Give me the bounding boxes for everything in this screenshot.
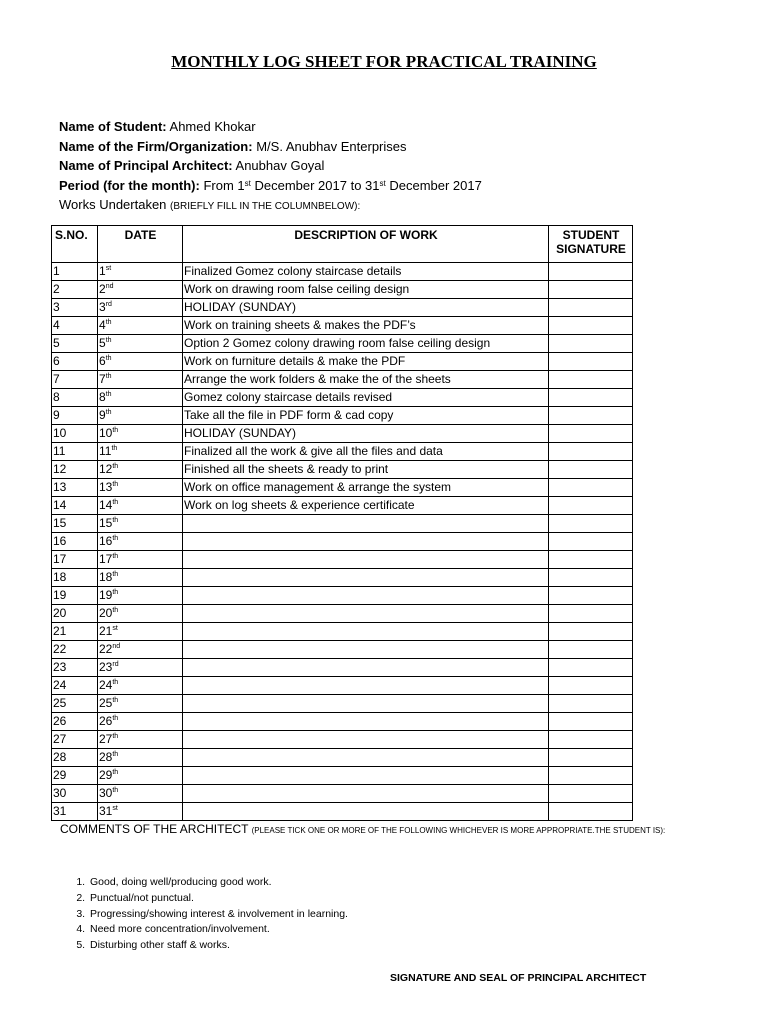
cell-signature[interactable] [549, 263, 633, 281]
cell-sno: 8 [52, 389, 98, 407]
date-day: 29 [99, 768, 113, 782]
cell-date [98, 497, 183, 515]
date-day: 1 [99, 264, 106, 278]
cell-description[interactable]: HOLIDAY (SUNDAY) [183, 299, 549, 317]
table-row [52, 281, 633, 299]
cell-date [98, 695, 183, 713]
cell-sno: 14 [52, 497, 98, 515]
cell-signature[interactable] [549, 587, 633, 605]
cell-sno: 15 [52, 515, 98, 533]
cell-description[interactable] [183, 641, 549, 659]
period-end: December 2017 [385, 177, 482, 193]
date-day: 7 [99, 372, 106, 386]
table-row [52, 767, 633, 785]
table-row [52, 407, 633, 425]
date-day: 31 [99, 804, 113, 818]
page-title: MONTHLY LOG SHEET FOR PRACTICAL TRAINING [171, 52, 597, 71]
cell-date [98, 443, 183, 461]
cell-date [98, 407, 183, 425]
cell-sno: 1 [52, 263, 98, 281]
date-suffix: th [112, 715, 119, 722]
cell-description[interactable] [183, 803, 549, 821]
date-suffix: th [112, 769, 119, 776]
log-table [51, 225, 633, 821]
table-row [52, 515, 633, 533]
cell-sno: 11 [52, 443, 98, 461]
table-row [52, 335, 633, 353]
cell-sno: 6 [52, 353, 98, 371]
table-row [52, 263, 633, 281]
cell-date [98, 425, 183, 443]
cell-signature[interactable] [549, 713, 633, 731]
table-row [52, 533, 633, 551]
student-name-row [59, 117, 482, 137]
date-suffix: rd [112, 661, 119, 668]
student-info [59, 117, 482, 217]
cell-date [98, 605, 183, 623]
date-suffix: th [112, 733, 119, 740]
cell-signature[interactable] [549, 659, 633, 677]
date-day: 21 [99, 624, 113, 638]
architect-label: Name of Principal Architect: [59, 158, 233, 173]
cell-description[interactable] [183, 767, 549, 785]
date-suffix: th [111, 445, 118, 452]
cell-sno: 4 [52, 317, 98, 335]
cell-signature[interactable] [549, 785, 633, 803]
cell-description[interactable] [183, 515, 549, 533]
date-day: 27 [99, 732, 113, 746]
cell-date [98, 371, 183, 389]
cell-date [98, 515, 183, 533]
cell-signature[interactable] [549, 533, 633, 551]
cell-signature[interactable] [549, 749, 633, 767]
cell-signature[interactable] [549, 371, 633, 389]
cell-description[interactable]: Finished all the sheets & ready to print [183, 461, 549, 479]
date-day: 17 [99, 552, 113, 566]
cell-description[interactable]: Work on office management & arrange the system [183, 479, 549, 497]
cell-description[interactable] [183, 623, 549, 641]
cell-description[interactable]: HOLIDAY (SUNDAY) [183, 425, 549, 443]
cell-signature[interactable] [549, 425, 633, 443]
date-suffix: th [112, 553, 119, 560]
cell-date [98, 353, 183, 371]
date-day: 4 [99, 318, 106, 332]
student-name-label: Name of Student: [59, 119, 167, 134]
header-date: DATE [98, 226, 183, 263]
header-sno: S.NO. [52, 226, 98, 263]
cell-sno: 7 [52, 371, 98, 389]
date-suffix: st [112, 625, 118, 632]
cell-sno: 23 [52, 659, 98, 677]
date-suffix: th [112, 427, 119, 434]
period-from-suffix: st [244, 178, 251, 188]
table-row [52, 803, 633, 821]
cell-signature[interactable] [549, 695, 633, 713]
date-suffix: th [112, 607, 119, 614]
cell-signature[interactable] [549, 569, 633, 587]
date-suffix: th [112, 517, 119, 524]
table-row [52, 497, 633, 515]
cell-date [98, 767, 183, 785]
date-day: 14 [99, 498, 113, 512]
cell-signature[interactable] [549, 605, 633, 623]
cell-sno: 2 [52, 281, 98, 299]
cell-signature[interactable] [549, 443, 633, 461]
cell-date [98, 749, 183, 767]
cell-date [98, 389, 183, 407]
period-mid: December 2017 to 31 [250, 177, 380, 193]
cell-date [98, 263, 183, 281]
comment-option: 3. Progressing/showing interest & involvement in learning. [88, 907, 348, 923]
table-row [52, 479, 633, 497]
table-row [52, 299, 633, 317]
cell-sno: 19 [52, 587, 98, 605]
date-day: 26 [99, 714, 113, 728]
cell-date [98, 785, 183, 803]
cell-sno: 13 [52, 479, 98, 497]
cell-sno: 9 [52, 407, 98, 425]
date-suffix: th [112, 589, 119, 596]
cell-description[interactable] [183, 569, 549, 587]
date-suffix: nd [105, 283, 114, 290]
date-suffix: th [112, 571, 119, 578]
table-row [52, 785, 633, 803]
cell-description[interactable]: Take all the file in PDF form & cad copy [183, 407, 549, 425]
architect-value: Anubhav Goyal [235, 158, 325, 173]
comment-option: 1. Good, doing well/producing good work. [88, 875, 348, 891]
table-row [52, 389, 633, 407]
date-day: 10 [99, 426, 113, 440]
cell-description[interactable] [183, 677, 549, 695]
date-day: 23 [99, 660, 113, 674]
date-suffix: th [112, 697, 119, 704]
table-row [52, 425, 633, 443]
period-from: From 1 [203, 177, 245, 193]
cell-sno: 26 [52, 713, 98, 731]
date-day: 25 [99, 696, 113, 710]
cell-description[interactable] [183, 713, 549, 731]
comments-note: (PLEASE TICK ONE OR MORE OF THE FOLLOWING WHICHEVER IS MORE APPROPRIATE.THE STUDENT IS): [251, 826, 666, 835]
date-day: 11 [99, 444, 112, 458]
cell-signature[interactable] [549, 479, 633, 497]
cell-signature[interactable] [549, 641, 633, 659]
date-suffix: th [112, 481, 119, 488]
date-suffix: th [105, 355, 112, 362]
cell-sno: 28 [52, 749, 98, 767]
cell-date [98, 659, 183, 677]
firm-value: M/S. Anubhav Enterprises [256, 138, 407, 154]
cell-description[interactable] [183, 587, 549, 605]
date-day: 20 [99, 606, 113, 620]
cell-date [98, 533, 183, 551]
comment-options-list [66, 875, 348, 954]
cell-date [98, 335, 183, 353]
cell-sno: 5 [52, 335, 98, 353]
date-suffix: st [105, 265, 112, 272]
date-suffix: nd [112, 643, 121, 650]
date-day: 9 [99, 408, 106, 422]
table-row [52, 371, 633, 389]
cell-signature[interactable] [549, 281, 633, 299]
table-row [52, 713, 633, 731]
comment-option: 5. Disturbing other staff & works. [88, 938, 348, 954]
date-suffix: th [105, 373, 112, 380]
header-description: DESCRIPTION OF WORK [183, 226, 549, 263]
cell-signature[interactable] [549, 767, 633, 785]
table-row [52, 353, 633, 371]
cell-sno: 22 [52, 641, 98, 659]
date-suffix: th [112, 535, 119, 542]
cell-signature[interactable] [549, 317, 633, 335]
student-name-value: Ahmed Khokar [169, 119, 256, 134]
cell-date [98, 479, 183, 497]
date-suffix: th [112, 463, 119, 470]
cell-signature[interactable] [549, 515, 633, 533]
date-day: 22 [99, 642, 113, 656]
date-suffix: th [112, 499, 119, 506]
table-row [52, 461, 633, 479]
cell-signature[interactable] [549, 551, 633, 569]
cell-signature[interactable] [549, 623, 633, 641]
date-day: 28 [99, 750, 113, 764]
cell-description[interactable]: Arrange the work folders & make the of the sheets [183, 371, 549, 389]
cell-description[interactable] [183, 605, 549, 623]
cell-description[interactable]: Work on drawing room false ceiling design [183, 281, 549, 299]
date-day: 19 [99, 588, 113, 602]
works-label: Works Undertaken [59, 197, 171, 212]
cell-sno: 30 [52, 785, 98, 803]
date-suffix: th [112, 751, 119, 758]
cell-sno: 17 [52, 551, 98, 569]
table-row [52, 749, 633, 767]
cell-date [98, 713, 183, 731]
cell-date [98, 623, 183, 641]
table-row [52, 317, 633, 335]
cell-signature[interactable] [549, 677, 633, 695]
cell-sno: 16 [52, 533, 98, 551]
cell-sno: 20 [52, 605, 98, 623]
period-label: Period (for the month): [59, 177, 200, 193]
date-suffix: rd [105, 301, 112, 308]
date-day: 12 [99, 462, 113, 476]
cell-description[interactable] [183, 695, 549, 713]
cell-description[interactable] [183, 731, 549, 749]
table-row [52, 641, 633, 659]
firm-row [59, 137, 482, 157]
cell-description[interactable] [183, 551, 549, 569]
date-suffix: st [112, 805, 118, 812]
comment-option: 2. Punctual/not punctual. [88, 891, 348, 907]
architect-row [59, 156, 482, 176]
table-header-row [52, 226, 633, 263]
cell-signature[interactable] [549, 731, 633, 749]
cell-date [98, 731, 183, 749]
cell-date [98, 677, 183, 695]
date-suffix: th [105, 409, 112, 416]
date-suffix: th [112, 787, 119, 794]
cell-signature[interactable] [549, 389, 633, 407]
cell-sno: 18 [52, 569, 98, 587]
works-row [59, 195, 482, 217]
period-to-suffix: st [379, 178, 386, 188]
table-row [52, 623, 633, 641]
date-day: 8 [99, 390, 106, 404]
cell-sno: 31 [52, 803, 98, 821]
cell-description[interactable]: Finalized Gomez colony staircase details [183, 263, 549, 281]
date-day: 15 [99, 516, 113, 530]
cell-date [98, 587, 183, 605]
cell-date [98, 317, 183, 335]
cell-date [98, 281, 183, 299]
cell-date [98, 299, 183, 317]
date-day: 18 [99, 570, 113, 584]
cell-description[interactable]: Finalized all the work & give all the files and data [183, 443, 549, 461]
date-day: 2 [99, 282, 106, 296]
date-suffix: th [105, 337, 112, 344]
cell-signature[interactable] [549, 497, 633, 515]
table-row [52, 551, 633, 569]
log-table-body [52, 263, 633, 821]
cell-signature[interactable] [549, 803, 633, 821]
date-day: 6 [99, 354, 106, 368]
works-note: (BRIEFLY FILL IN THE COLUMNBELOW): [170, 201, 361, 212]
cell-date [98, 551, 183, 569]
cell-description[interactable]: Work on training sheets & makes the PDF’s [183, 317, 549, 335]
cell-sno: 25 [52, 695, 98, 713]
date-suffix: th [112, 679, 119, 686]
cell-description[interactable]: Gomez colony staircase details revised [183, 389, 549, 407]
cell-description[interactable] [183, 533, 549, 551]
table-row [52, 605, 633, 623]
cell-signature[interactable] [549, 407, 633, 425]
cell-signature[interactable] [549, 299, 633, 317]
cell-description[interactable]: Work on furniture details & make the PDF [183, 353, 549, 371]
comment-option: 4. Need more concentration/involvement. [88, 922, 348, 938]
date-day: 24 [99, 678, 113, 692]
cell-date [98, 641, 183, 659]
cell-sno: 3 [52, 299, 98, 317]
cell-sno: 27 [52, 731, 98, 749]
comments-heading [60, 822, 665, 836]
cell-date [98, 803, 183, 821]
table-row [52, 587, 633, 605]
cell-sno: 29 [52, 767, 98, 785]
cell-signature[interactable] [549, 335, 633, 353]
date-day: 30 [99, 786, 113, 800]
cell-description[interactable] [183, 659, 549, 677]
date-day: 3 [99, 300, 106, 314]
cell-date [98, 569, 183, 587]
table-row [52, 677, 633, 695]
table-row [52, 443, 633, 461]
firm-label: Name of the Firm/Organization: [59, 138, 253, 154]
date-day: 5 [99, 336, 106, 350]
table-row [52, 695, 633, 713]
cell-signature[interactable] [549, 461, 633, 479]
cell-signature[interactable] [549, 353, 633, 371]
cell-description[interactable] [183, 785, 549, 803]
header-signature: STUDENT SIGNATURE [549, 226, 633, 263]
table-row [52, 569, 633, 587]
table-row [52, 731, 633, 749]
signature-seal-label: SIGNATURE AND SEAL OF PRINCIPAL ARCHITECT [390, 972, 647, 984]
cell-sno: 24 [52, 677, 98, 695]
date-day: 13 [99, 480, 113, 494]
cell-date [98, 461, 183, 479]
cell-description[interactable]: Option 2 Gomez colony drawing room false ceiling design [183, 335, 549, 353]
table-row [52, 659, 633, 677]
cell-sno: 10 [52, 425, 98, 443]
cell-description[interactable]: Work on log sheets & experience certificate [183, 497, 549, 515]
period-row [59, 176, 482, 196]
cell-sno: 21 [52, 623, 98, 641]
cell-sno: 12 [52, 461, 98, 479]
date-suffix: th [105, 391, 112, 398]
cell-description[interactable] [183, 749, 549, 767]
comments-label: COMMENTS OF THE ARCHITECT [60, 822, 252, 836]
date-suffix: th [105, 319, 112, 326]
date-day: 16 [99, 534, 113, 548]
